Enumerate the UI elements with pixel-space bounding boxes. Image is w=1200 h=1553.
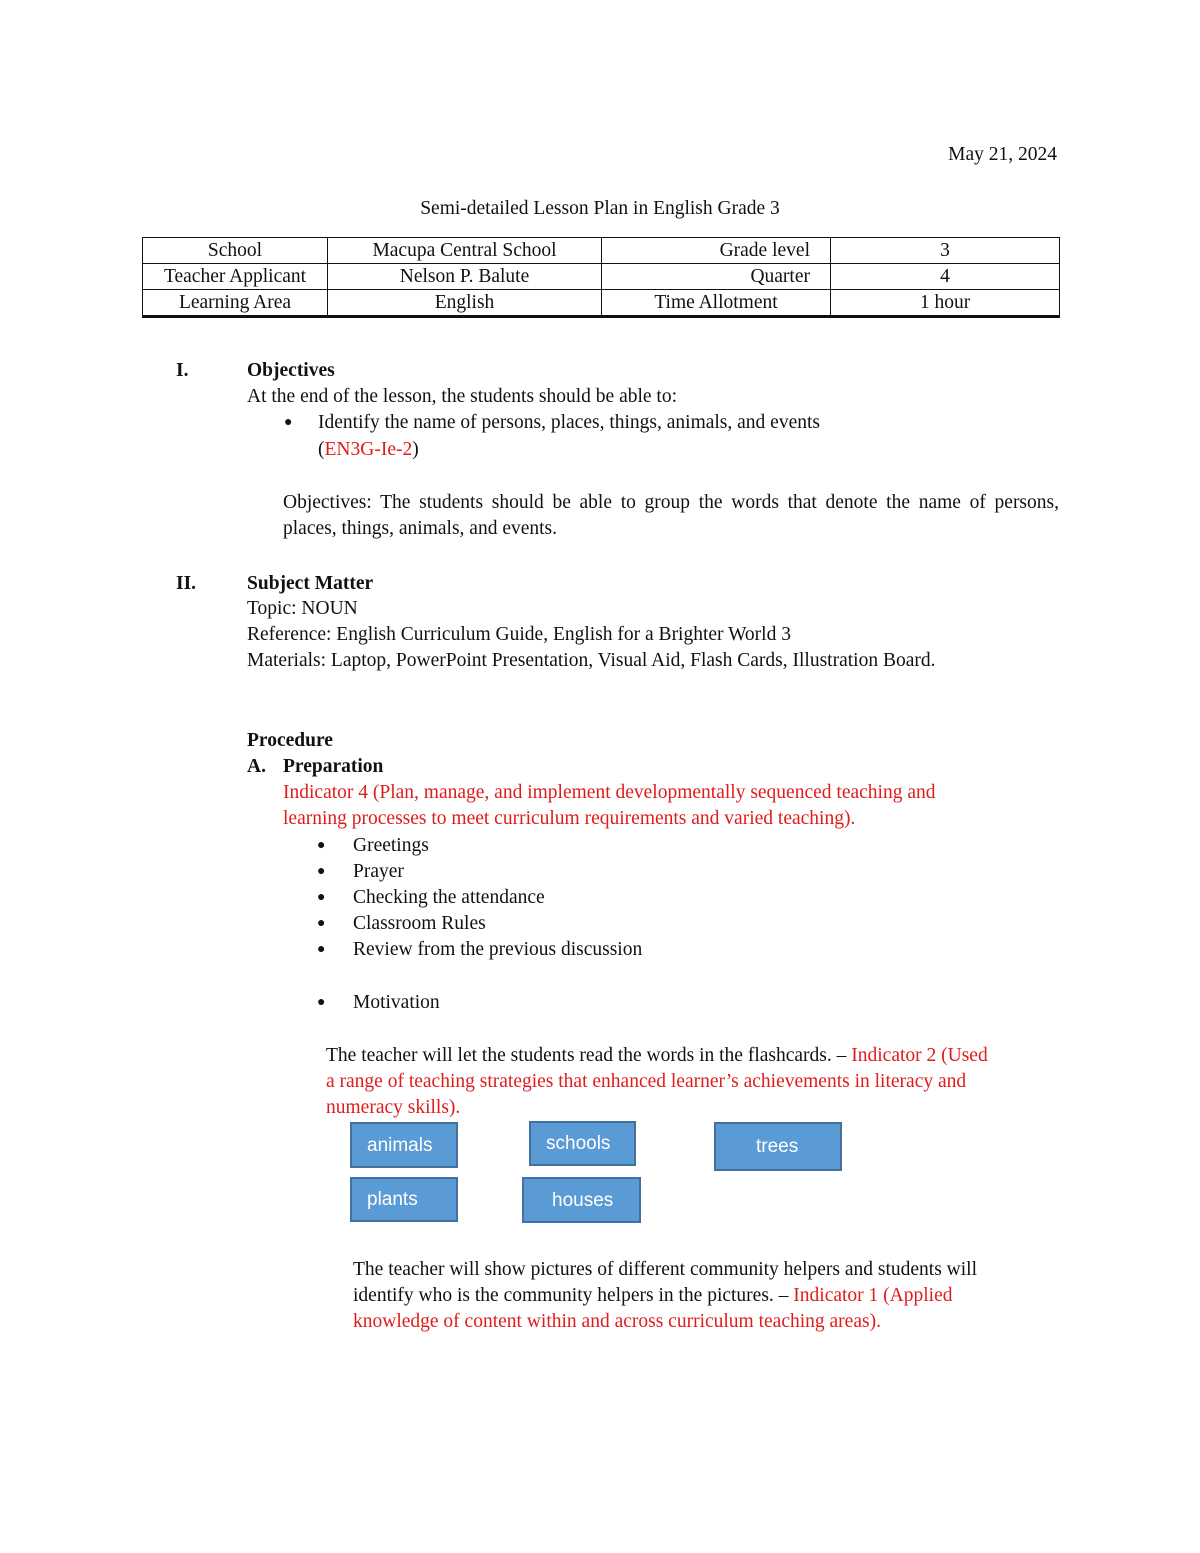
table-row — [143, 264, 1060, 290]
indicator-2-line-2: a range of teaching strategies that enhanced learner’s achievements in literacy and — [326, 1071, 967, 1092]
indicator-1-line-2: knowledge of content within and across curriculum teaching areas). — [353, 1311, 881, 1332]
table-cell: Time Allotment — [602, 290, 831, 317]
flashcard-instruction: The teacher will let the students read the words in the flashcards. – Indicator 2 (Used — [326, 1045, 988, 1066]
table-cell: Macupa Central School — [328, 238, 602, 264]
section-heading-subject-matter: Subject Matter — [247, 573, 374, 594]
pictures-instruction-line-2: identify who is the community helpers in the pictures. – Indicator 1 (Applied — [353, 1285, 953, 1306]
bullet-icon: ● — [284, 415, 293, 430]
preparation-heading: Preparation — [283, 756, 384, 777]
flashcard-plants: plants — [350, 1177, 458, 1222]
table-cell: Nelson P. Balute — [328, 264, 602, 290]
flashcard-schools: schools — [529, 1121, 636, 1166]
bullet-icon: ● — [317, 916, 326, 931]
flashcard-houses: houses — [522, 1177, 641, 1223]
subject-topic: Topic: NOUN — [247, 598, 358, 619]
table-row — [143, 238, 1060, 264]
table-cell: Learning Area — [143, 290, 328, 317]
list-item: Classroom Rules — [353, 913, 486, 934]
list-item: Prayer — [353, 861, 404, 882]
list-item: Checking the attendance — [353, 887, 545, 908]
indicator-4-line-1: Indicator 4 (Plan, manage, and implement developmentally sequenced teaching and — [283, 782, 936, 803]
bullet-icon: ● — [317, 995, 326, 1010]
preparation-letter: A. — [247, 756, 266, 777]
objectives-intro: At the end of the lesson, the students should be able to: — [247, 386, 678, 407]
table-cell: 1 hour — [831, 290, 1060, 317]
bullet-icon: ● — [317, 942, 326, 957]
document-title: Semi-detailed Lesson Plan in English Grade 3 — [420, 198, 780, 219]
section-heading-objectives: Objectives — [247, 360, 335, 381]
section-numeral-objectives: I. — [176, 360, 189, 381]
table-cell: 3 — [831, 238, 1060, 264]
lesson-info-table — [142, 237, 1060, 318]
table-row — [143, 290, 1060, 317]
table-cell: Teacher Applicant — [143, 264, 328, 290]
table-cell: Quarter — [602, 264, 831, 290]
flashcard-animals: animals — [350, 1122, 458, 1168]
table-cell: 4 — [831, 264, 1060, 290]
indicator-4-line-2: learning processes to meet curriculum requirements and varied teaching). — [283, 808, 856, 829]
bullet-icon: ● — [317, 890, 326, 905]
flashcard-trees: trees — [714, 1122, 842, 1171]
objective-bullet-text: Identify the name of persons, places, things, animals, and events — [318, 412, 820, 433]
subject-materials: Materials: Laptop, PowerPoint Presentation, Visual Aid, Flash Cards, Illustration Board. — [247, 650, 936, 671]
section-numeral-subject-matter: II. — [176, 573, 197, 594]
procedure-heading: Procedure — [247, 730, 333, 751]
list-item: Greetings — [353, 835, 429, 856]
pictures-instruction-line-1: The teacher will show pictures of different community helpers and students will — [353, 1259, 978, 1280]
objectives-statement: Objectives: The students should be able to group the words that denote the name of persons, places, things, animals, and events. — [283, 492, 1059, 539]
table-cell: English — [328, 290, 602, 317]
bullet-icon: ● — [317, 838, 326, 853]
indicator-2-line-3: numeracy skills). — [326, 1097, 461, 1118]
bullet-icon: ● — [317, 864, 326, 879]
motivation-item: Motivation — [353, 992, 440, 1013]
subject-reference: Reference: English Curriculum Guide, English for a Brighter World 3 — [247, 624, 791, 645]
table-cell: Grade level — [602, 238, 831, 264]
objective-code: (EN3G-Ie-2) — [318, 439, 419, 460]
table-cell: School — [143, 238, 328, 264]
list-item: Review from the previous discussion — [353, 939, 643, 960]
document-date: May 21, 2024 — [948, 144, 1057, 165]
